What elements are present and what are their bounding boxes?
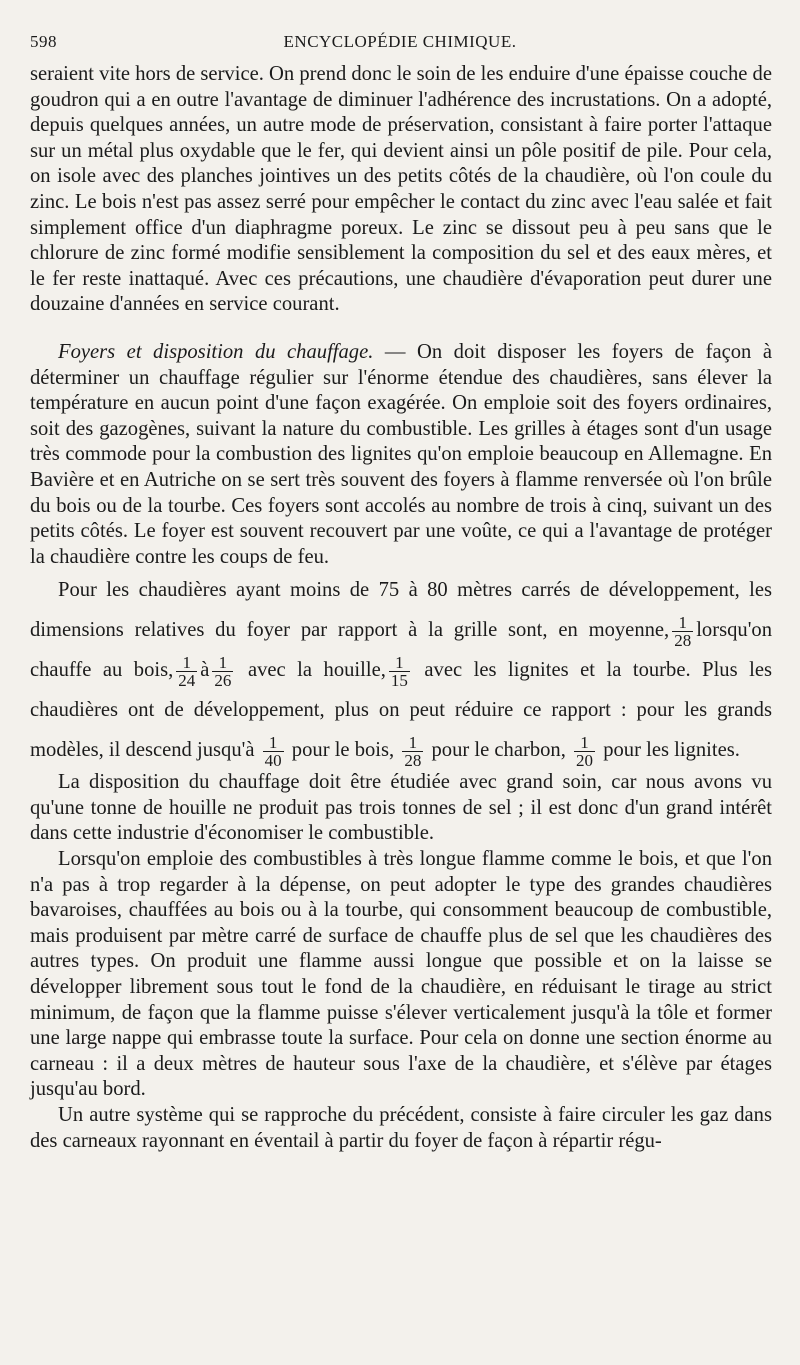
fraction <box>212 654 233 689</box>
fraction-numerator: 1 <box>580 733 589 753</box>
fraction-denominator: 40 <box>264 751 282 771</box>
paragraph-3-text: avec les lignites et la tourbe. Plus les chaudières ont de développement, plus on peut réduire ce rapport : pour les grands modèles, il descend jusqu'à <box>30 659 772 762</box>
fraction <box>263 734 284 769</box>
paragraph-3-text: lorsqu'on chauffe au bois, <box>30 619 772 682</box>
page-number: 598 <box>30 32 57 51</box>
fraction-denominator: 26 <box>214 671 232 691</box>
paragraph-1: seraient vite hors de service. On prend donc le soin de les enduire d'une épaisse couche de goudron qui a en outre l'avantage de diminuer l'adhérence des incrustations. On a adopté, depuis quelques années, un autre mode de préservation, consistant à faire porter l'attaque sur un métal plus oxydable que le fer, qui devient ainsi un pôle positif de pile. Pour cela, on isole avec des planches jointives un des petits côtés de la chaudière, où l'on coule du zinc. Le bois n'est pas assez serré pour empêcher le contact du zinc avec l'eau salée et fait simplement office d'un diaphragme poreux. Le zinc se dissout peu à peu sans que le chlorure de zinc formé modifie sensiblement la composition du sel et des eaux mères, et le fer reste inattaqué. Avec ces précautions, une chaudière d'évaporation peut durer une douzaine d'années en service courant. <box>30 63 772 316</box>
fraction <box>389 654 410 689</box>
paragraph-2-text: — On doit disposer les foyers de façon à déterminer un chauffage régulier sur l'énorme étendue des chaudières, sans élever la température en aucun point d'une façon exagérée. On emploie soit des foyers ordinaires, soit des gazogènes, suivant la nature du combustible. Les grilles à étages sont d'un usage très commode pour la combustion des lignites qu'on emploie beaucoup en Allemagne. En Bavière et en Autriche on se sert très souvent des foyers à flamme renversée où l'on brûle du bois ou de la tourbe. Ces foyers sont accolés au nombre de trois à cinq, suivant un des petits côtés. Le foyer est souvent recouvert par une voûte, ce qui a l'avantage de protéger la chaudière contre les coups de feu. <box>30 340 772 568</box>
fraction-denominator: 15 <box>390 671 408 691</box>
paragraph-3-text: Pour les chaudières ayant moins de 75 à 80 mètres carrés de développement, les dimensions relatives du foyer par rapport à la grille sont, en moyenne, <box>30 579 772 642</box>
fraction-numerator: 1 <box>218 653 228 673</box>
paragraph-5: Lorsqu'on emploie des combustibles à très longue flamme comme le bois, et que l'on n'a pas à trop regarder à la dépense, on peut adopter le type des grandes chaudières bavaroises, chauffées au bois ou à la tourbe, qui consomment beaucoup de combustible, mais produisent par mètre carré de surface de chauffe plus de sel que les chaudières des autres types. On produit une flamme aussi longue que possible et on la laisse se développer librement sous tout le fond de la chaudière, en réduisant le tirage au strict minimum, de façon que la flamme puisse s'élever verticalement jusqu'à la tôle et former une large nappe qui embrasse toute la surface. Pour cela on donne une section énorme au carneau : il a deux mètres de hauteur sous l'axe de la chaudière, et s'élève par étages jusqu'au bord. <box>30 848 772 1101</box>
fraction <box>176 654 197 689</box>
fraction <box>672 614 693 649</box>
paragraph-2 <box>30 340 772 570</box>
paragraph-4: La disposition du chauffage doit être étudiée avec grand soin, car nous avons vu qu'une tonne de houille ne produit pas trois tonnes de sel ; il est donc d'un grand intérêt dans cette industrie d'économiser le combustible. <box>30 771 772 845</box>
fraction <box>402 734 423 769</box>
page-header <box>30 32 770 56</box>
fraction-numerator: 1 <box>182 653 192 673</box>
running-title: ENCYCLOPÉDIE CHIMIQUE. <box>283 32 517 51</box>
fraction-denominator: 24 <box>178 671 196 691</box>
fraction-denominator: 20 <box>576 751 594 771</box>
fraction-numerator: 1 <box>395 653 404 673</box>
paragraph-3-text: pour les lignites. <box>603 739 740 762</box>
fraction-numerator: 1 <box>678 613 687 633</box>
paragraph-3-text: avec la houille, <box>247 659 386 682</box>
fraction-numerator: 1 <box>268 733 278 753</box>
fraction <box>574 734 595 769</box>
paragraph-3 <box>30 570 772 770</box>
paragraph-3-text: pour le bois, <box>291 739 395 762</box>
section-heading: Foyers et disposition du chauffage. <box>58 340 374 363</box>
paragraph-6: Un autre système qui se rapproche du précédent, consiste à faire circuler les gaz dans des carneaux rayonnant en éventail à partir du foyer de façon à répartir régu- <box>30 1104 772 1152</box>
paragraph-3-text: à <box>200 659 210 682</box>
fraction-denominator: 28 <box>674 631 692 651</box>
fraction-denominator: 28 <box>404 751 422 771</box>
fraction-numerator: 1 <box>408 733 418 753</box>
paragraph-3-text: pour le charbon, <box>431 739 566 762</box>
body-text <box>30 62 772 1154</box>
